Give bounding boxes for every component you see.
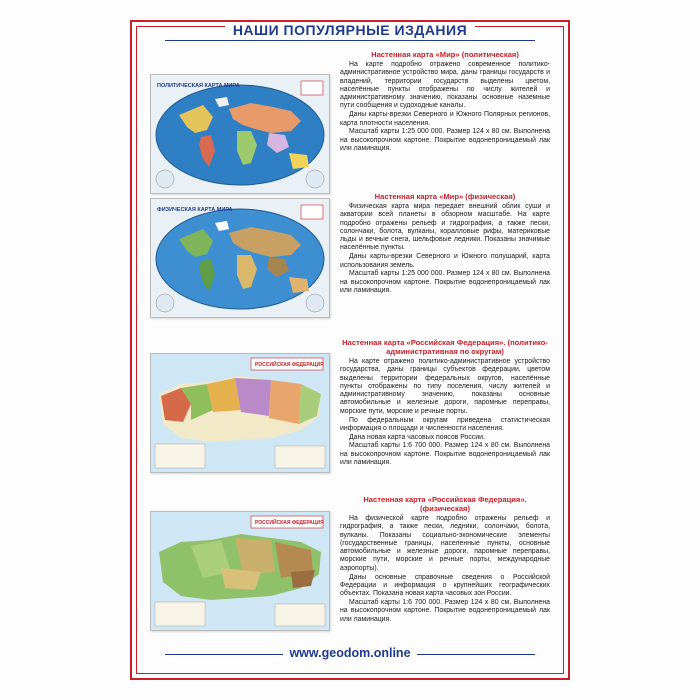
product-description [340,515,550,624]
world-physical-map-image [150,198,330,318]
description-paragraph: Даны карты-врезки Северного и Южного Полярных регионов, карта плотности населения. [340,111,550,127]
russia-physical-map-image [150,511,330,631]
product-description [340,358,550,468]
page-title: НАШИ ПОПУЛЯРНЫЕ ИЗДАНИЯ [0,22,700,38]
website-url[interactable]: www.geodom.online [0,646,700,660]
description-paragraph: Масштаб карты 1:6 700 000. Размер 124 х 80 см. Выполнена на высокопрочном картоне. Покрытие водонепроницаемый лак или ламинация. [340,598,550,623]
description-paragraph: На физической карте подробно отражены рельеф и гидрография, а также пески, ледники, солончаки, болота, вулканы. Показаны социально-экономические элементы (государственные границы, населенные пункты, основные автомобильные и железные дороги, паромные переправы, морские пути, морские и речные порты, международные аэропорты). [340,515,550,572]
product-title: Настенная карта «Российская Федерация». (физическая) [363,495,527,513]
description-paragraph: Дана новая карта часовых поясов России. [349,433,485,441]
thumb-label: ФИЗИЧЕСКАЯ КАРТА МИРА [157,207,233,213]
description-paragraph: Даны основные справочные сведения о Российской Федерации и информация о крупнейших географических объектах. Показана новая карта часовых зон России. [340,573,550,598]
world-political-map-image [150,74,330,194]
product-description [340,61,550,154]
thumb-label: РОССИЙСКАЯ ФЕДЕРАЦИЯ [255,362,324,368]
russia-political-map-image [150,353,330,473]
description-paragraph: По федеральным округам приведена статистическая информация о площади и численности населения. [340,416,550,432]
description-paragraph: Физическая карта мира передает внешний облик суши и акватории всей планеты в обзорном масштабе. На карте подробно отражены рельеф и гидрография, а также пески, солончаки, болота, вулканы, коралловые рифы, материковые льды и вечные снега, шельфовые ледники. Показаны значимые населённые пункты. [340,203,550,252]
product-description [340,203,550,296]
description-paragraph: Масштаб карты 1:25 000 000. Размер 124 х 80 см. Выполнена на высокопрочном картоне. Покрытие водонепроницаемый лак или ламинация. [340,128,550,152]
description-paragraph: На карте подробно отражено современное политико-административное устройство мира, даны границы государств и владений, территории государств выделены цветом, населённые пункты отображены по числу жителей и административному значению, показаны основные наземные пути сообщения и судоходные каналы. [340,61,550,110]
header-rule [165,40,535,41]
thumb-label: ПОЛИТИЧЕСКАЯ КАРТА МИРА [157,83,240,89]
product-title: Настенная карта «Российская Федерация». (политико-административная по округам) [342,338,548,356]
description-paragraph: На карте отражено политико-административное устройство государства, даны границы субъектов федерации, цветом выделены территории федеральных округов, населённые пункты отображены по типу поселения, числу жителей и административному значению, показаны основные автомобильные и железные дороги, паромные переправы, морские пути, морские и речные порты. [340,358,550,415]
description-paragraph: Масштаб карты 1:6 700 000. Размер 124 х 80 см. Выполнена на высокопрочном картоне. Покрытие водонепроницаемый лак или ламинация. [340,442,550,467]
thumb-label: РОССИЙСКАЯ ФЕДЕРАЦИЯ [255,520,324,526]
description-paragraph: Масштаб карты 1:25 000 000. Размер 124 х 80 см. Выполнена на высокопрочном картоне. Покрытие водонепроницаемый лак или ламинация. [340,270,550,294]
product-title: Настенная карта «Мир» (физическая) [374,192,516,201]
product-title: Настенная карта «Мир» (политическая) [371,50,519,59]
description-paragraph: Даны карты-врезки Северного и Южного полушарий, карта использования земель. [340,253,550,269]
